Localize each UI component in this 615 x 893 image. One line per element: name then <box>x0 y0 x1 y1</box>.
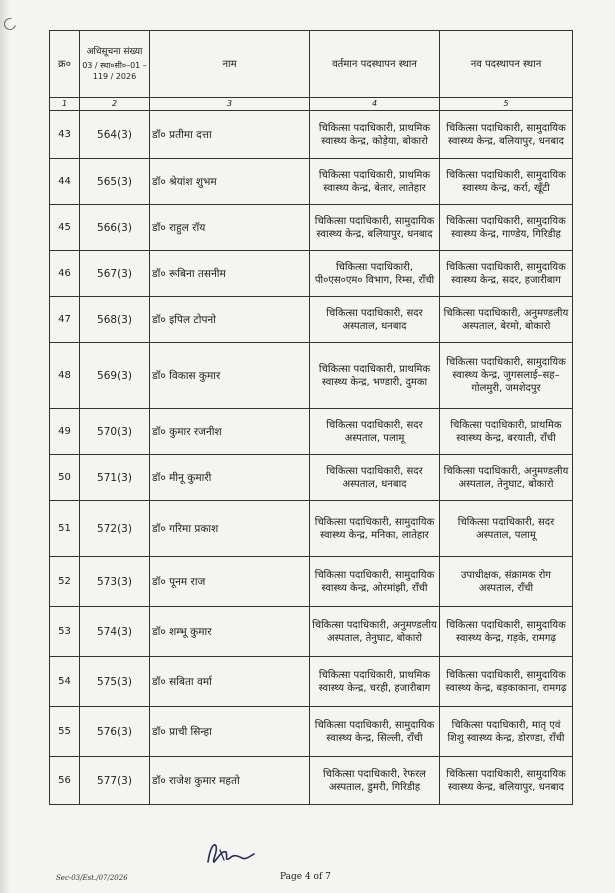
new-posting-cell: चिकित्सा पदाधिकारी, सामुदायिक स्वास्थ्य केन्द्र, कर्रा, खूँटी <box>440 159 573 205</box>
new-posting-cell: चिकित्सा पदाधिकारी, सामुदायिक स्वास्थ्य केन्द्र, जुगसलाई–सह–गोलमुरी, जमशेदपुर <box>440 343 573 409</box>
column-number: 4 <box>310 98 440 111</box>
current-posting-cell: चिकित्सा पदाधिकारी, सामुदायिक स्वास्थ्य केन्द्र, सिल्ली, राँची <box>310 707 440 757</box>
serial-cell: 55 <box>50 707 80 757</box>
column-number: 5 <box>440 98 573 111</box>
current-posting-cell: चिकित्सा पदाधिकारी, सामुदायिक स्वास्थ्य केन्द्र, ओरमांझी, राँची <box>310 557 440 607</box>
table-row <box>50 657 573 707</box>
new-posting-cell: उपाधीक्षक, संक्रामक रोग अस्पताल, राँची <box>440 557 573 607</box>
table-row <box>50 455 573 501</box>
new-posting-cell: चिकित्सा पदाधिकारी, सामुदायिक स्वास्थ्य केन्द्र, सदर, हजारीबाग <box>440 251 573 297</box>
serial-cell: 43 <box>50 111 80 159</box>
new-posting-cell: चिकित्सा पदाधिकारी, सामुदायिक स्वास्थ्य केन्द्र, गाण्डेय, गिरिडीह <box>440 205 573 251</box>
name-cell: डॉ० इपिल टोपनो <box>150 297 310 343</box>
current-posting-cell: चिकित्सा पदाधिकारी, प्राथमिक स्वास्थ्य केन्द्र, बेतार, लातेहार <box>310 159 440 205</box>
posting-table <box>49 30 573 805</box>
column-number: 1 <box>50 98 80 111</box>
header-new-posting: नव पदस्थापन स्थान <box>440 31 573 98</box>
serial-cell: 47 <box>50 297 80 343</box>
notification-number-cell: 574(3) <box>80 607 150 657</box>
name-cell: डॉ० गरिमा प्रकाश <box>150 501 310 557</box>
footer-reference-code: Sec-03/Est./07/2026 <box>56 874 128 882</box>
table-row <box>50 343 573 409</box>
serial-cell: 51 <box>50 501 80 557</box>
signature-icon <box>200 838 260 868</box>
header-serial: क्र० <box>50 31 80 98</box>
name-cell: डॉ० श्रेयांश शुभम <box>150 159 310 205</box>
notification-number-cell: 575(3) <box>80 657 150 707</box>
current-posting-cell: चिकित्सा पदाधिकारी, प्राथमिक स्वास्थ्य केन्द्र, चरही, हजारीबाग <box>310 657 440 707</box>
new-posting-cell: चिकित्सा पदाधिकारी, सामुदायिक स्वास्थ्य केन्द्र, गड़के, रामगढ़ <box>440 607 573 657</box>
current-posting-cell: चिकित्सा पदाधिकारी, सामुदायिक स्वास्थ्य केन्द्र, मनिका, लातेहार <box>310 501 440 557</box>
new-posting-cell: चिकित्सा पदाधिकारी, मातृ एवं शिशु स्वास्थ्य केन्द्र, डोरण्डा, राँची <box>440 707 573 757</box>
new-posting-cell: चिकित्सा पदाधिकारी, प्राथमिक स्वास्थ्य केन्द्र, बरयाती, राँची <box>440 409 573 455</box>
serial-cell: 56 <box>50 757 80 805</box>
serial-cell: 52 <box>50 557 80 607</box>
name-cell: डॉ० विकास कुमार <box>150 343 310 409</box>
serial-cell: 50 <box>50 455 80 501</box>
table-row <box>50 557 573 607</box>
current-posting-cell: चिकित्सा पदाधिकारी, पी०एस०एम० विभाग, रिम्स, राँची <box>310 251 440 297</box>
notification-number-cell: 572(3) <box>80 501 150 557</box>
header-current-posting: वर्तमान पदस्थापन स्थान <box>310 31 440 98</box>
notification-number-cell: 577(3) <box>80 757 150 805</box>
header-notification-title: अधिसूचना संख्या <box>86 46 143 57</box>
name-cell: डॉ० प्राची सिन्हा <box>150 707 310 757</box>
notification-number-cell: 570(3) <box>80 409 150 455</box>
name-cell: डॉ० राहुल रॉय <box>150 205 310 251</box>
new-posting-cell: चिकित्सा पदाधिकारी, सामुदायिक स्वास्थ्य केन्द्र, बड़काकाना, रामगढ़ <box>440 657 573 707</box>
table-body <box>50 111 573 805</box>
notification-number-cell: 569(3) <box>80 343 150 409</box>
header-name: नाम <box>150 31 310 98</box>
current-posting-cell: चिकित्सा पदाधिकारी, प्राथमिक स्वास्थ्य केन्द्र, कोड़ेया, बोकारो <box>310 111 440 159</box>
header-notification <box>80 31 150 98</box>
serial-cell: 45 <box>50 205 80 251</box>
notification-number-cell: 568(3) <box>80 297 150 343</box>
serial-cell: 48 <box>50 343 80 409</box>
page-number: Page 4 of 7 <box>280 872 331 882</box>
name-cell: डॉ० प्रतीमा दत्ता <box>150 111 310 159</box>
table-row <box>50 159 573 205</box>
current-posting-cell: चिकित्सा पदाधिकारी, सदर अस्पताल, पलामू <box>310 409 440 455</box>
notification-number-cell: 576(3) <box>80 707 150 757</box>
current-posting-cell: चिकित्सा पदाधिकारी, सामुदायिक स्वास्थ्य केन्द्र, बलियापुर, धनबाद <box>310 205 440 251</box>
current-posting-cell: चिकित्सा पदाधिकारी, सदर अस्पताल, धनबाद <box>310 297 440 343</box>
column-number: 3 <box>150 98 310 111</box>
new-posting-cell: चिकित्सा पदाधिकारी, सामुदायिक स्वास्थ्य केन्द्र, बलियापुर, धनबाद <box>440 111 573 159</box>
current-posting-cell: चिकित्सा पदाधिकारी, प्राथमिक स्वास्थ्य केन्द्र, भण्डारी, दुमका <box>310 343 440 409</box>
table-header-row <box>50 31 573 98</box>
notification-number-cell: 566(3) <box>80 205 150 251</box>
table-row <box>50 409 573 455</box>
table-row <box>50 707 573 757</box>
notification-number-cell: 565(3) <box>80 159 150 205</box>
name-cell: डॉ० शम्भू कुमार <box>150 607 310 657</box>
name-cell: डॉ० पूनम राज <box>150 557 310 607</box>
name-cell: डॉ० सबिता वर्मा <box>150 657 310 707</box>
new-posting-cell: चिकित्सा पदाधिकारी, सामुदायिक स्वास्थ्य केन्द्र, बलियापुर, धनबाद <box>440 757 573 805</box>
serial-cell: 46 <box>50 251 80 297</box>
current-posting-cell: चिकित्सा पदाधिकारी, रेफरल अस्पताल, डुमरी, गिरिडीह <box>310 757 440 805</box>
new-posting-cell: चिकित्सा पदाधिकारी, अनुमण्डलीय अस्पताल, तेनुघाट, बोकारो <box>440 455 573 501</box>
notification-number-cell: 573(3) <box>80 557 150 607</box>
table-row <box>50 205 573 251</box>
notification-number-cell: 564(3) <box>80 111 150 159</box>
table-row <box>50 501 573 557</box>
current-posting-cell: चिकित्सा पदाधिकारी, सदर अस्पताल, धनबाद <box>310 455 440 501</box>
serial-cell: 44 <box>50 159 80 205</box>
page-edge <box>0 0 10 893</box>
name-cell: डॉ० राजेश कुमार महतो <box>150 757 310 805</box>
name-cell: डॉ० मीनू कुमारी <box>150 455 310 501</box>
notification-number-cell: 567(3) <box>80 251 150 297</box>
current-posting-cell: चिकित्सा पदाधिकारी, अनुमण्डलीय अस्पताल, तेनुघाट, बोकारो <box>310 607 440 657</box>
notification-number-cell: 571(3) <box>80 455 150 501</box>
name-cell: डॉ० कुमार रजनीश <box>150 409 310 455</box>
name-cell: डॉ० रूबिना तसनीम <box>150 251 310 297</box>
serial-cell: 49 <box>50 409 80 455</box>
header-notification-sub: 03 / स्था०सी०–01 –119 / 2026 <box>82 60 147 81</box>
table-row <box>50 607 573 657</box>
new-posting-cell: चिकित्सा पदाधिकारी, सदर अस्पताल, पलामू <box>440 501 573 557</box>
table-row <box>50 251 573 297</box>
serial-cell: 54 <box>50 657 80 707</box>
table-row <box>50 757 573 805</box>
new-posting-cell: चिकित्सा पदाधिकारी, अनुमण्डलीय अस्पताल, बेरमो, बोकारो <box>440 297 573 343</box>
table-row <box>50 297 573 343</box>
table-row <box>50 111 573 159</box>
column-number-row <box>50 98 573 111</box>
serial-cell: 53 <box>50 607 80 657</box>
column-number: 2 <box>80 98 150 111</box>
